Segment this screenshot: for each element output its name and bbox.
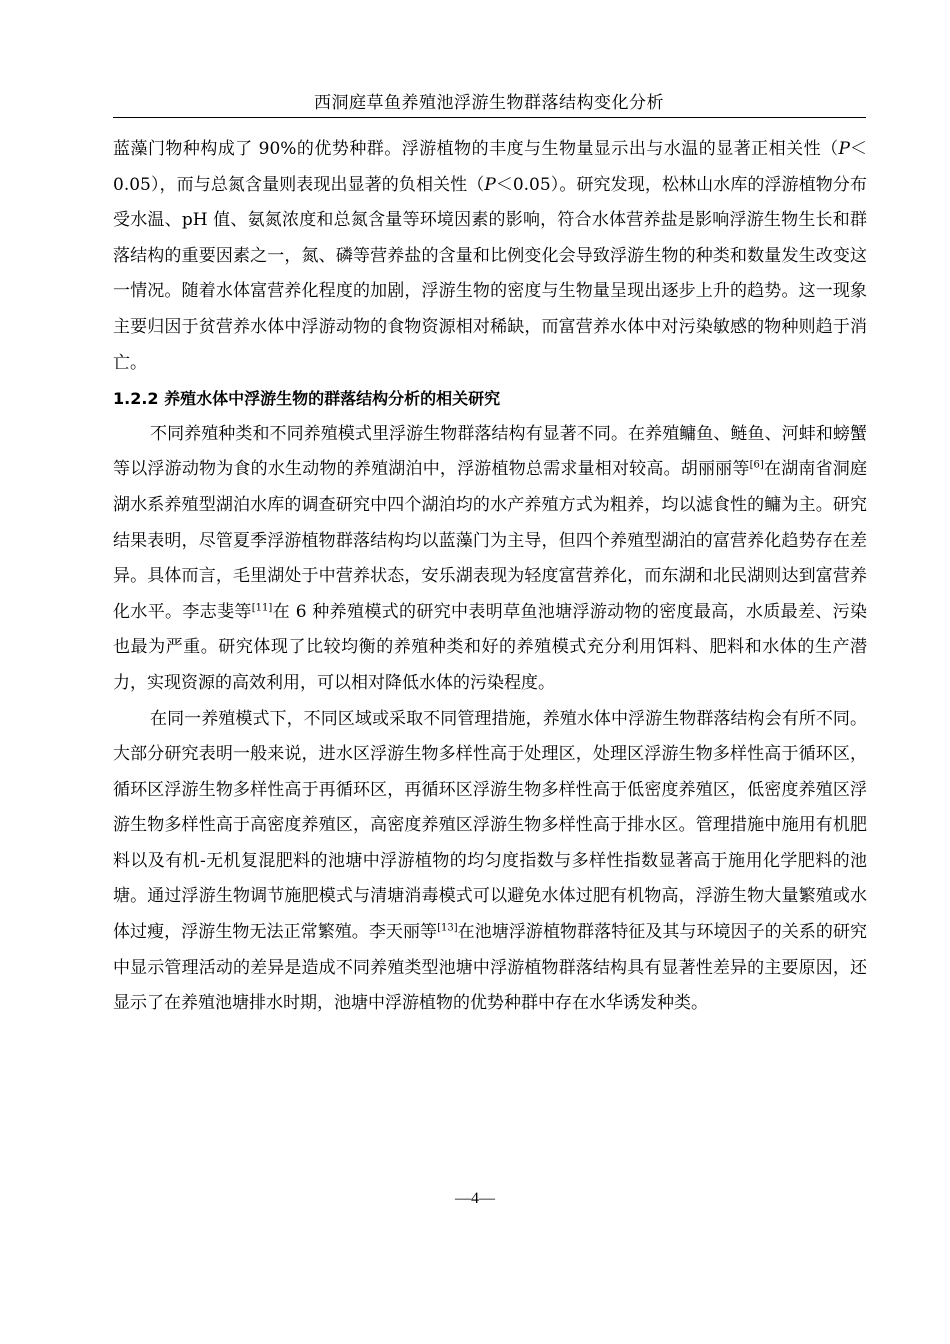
page-number: —4— (455, 1190, 495, 1207)
p-symbol: P (484, 174, 496, 195)
running-header: 西洞庭草鱼养殖池浮游生物群落结构变化分析 (314, 93, 664, 113)
citation-ref: [11] (251, 602, 273, 614)
section-heading: 1.2.2 养殖水体中浮游生物的群落结构分析的相关研究 (113, 389, 501, 409)
header-rule (113, 117, 866, 118)
citation-ref: [6] (749, 459, 764, 471)
p-symbol: P (838, 139, 850, 159)
citation-ref: [13] (437, 922, 458, 934)
paragraph-continuation: 蓝藻门物种构成了 90%的优势种群。浮游植物的丰度与生物量显示出与水温的显著正相关性（P＜0.05），而与总氮含量则表现出显著的负相关性（P＜0.05）。研究发现，松林山水库的浮游植物分布受水温、pH 值、氨氮浓度和总氮含量等环境因素的影响，符合水体营养盐是影响浮游生物生长和群落结构的重要因素之一，氮、磷等营养盐的含量和比例变化会导致浮游生物的种类和数量发生改变这一情况。随着水体富营养化程度的加剧，浮游生物的密度与生物量呈现出逐步上升的趋势。这一现象主要归因于贫营养水体中浮游动物的食物资源相对稀缺，而富营养水体中对污染敏感的物种则趋于消亡。 (113, 139, 867, 373)
page-body (113, 132, 867, 1022)
paragraph-culture-zones: 在同一养殖模式下，不同区域或采取不同管理措施，养殖水体中浮游生物群落结构会有所不同。大部分研究表明一般来说，进水区浮游生物多样性高于处理区，处理区浮游生物多样性高于循环区，循环区浮游生物多样性高于再循环区，再循环区浮游生物多样性高于低密度养殖区，低密度养殖区浮游生物多样性高于高密度养殖区，高密度养殖区浮游生物多样性高于排水区。管理措施中施用有机肥料以及有机-无机复混肥料的池塘中浮游植物的均匀度指数与多样性指数显著高于施用化学肥料的池塘。通过浮游生物调节施肥模式与清塘消毒模式可以避免水体过肥有机物高，浮游生物大量繁殖或水体过瘦，浮游生物无法正常繁殖。李天丽等[13]在池塘浮游植物群落特征及其与环境因子的关系的研究中显示管理活动的差异是造成不同养殖类型池塘中浮游植物群落结构具有显著性差异的主要原因，还显示了在养殖池塘排水时期，池塘中浮游植物的优势种群中存在水华诱发种类。 (113, 708, 868, 1014)
paragraph-culture-species: 不同养殖种类和不同养殖模式里浮游生物群落结构有显著不同。在养殖鳙鱼、鲢鱼、河蚌和螃蟹等以浮游动物为食的水生动物的养殖湖泊中，浮游植物总需求量相对较高。胡丽丽等[6]在湖南省洞庭湖水系养殖型湖泊水库的调查研究中四个湖泊均的水产养殖方式为粗养，均以滤食性的鳙为主。研究结果表明，尽管夏季浮游植物群落结构均以蓝藻门为主导，但四个养殖型湖泊的富营养化趋势存在差异。具体而言，毛里湖处于中营养状态，安乐湖表现为轻度富营养化，而东湖和北民湖则达到富营养化水平。李志斐等[11]在 6 种养殖模式的研究中表明草鱼池塘浮游动物的密度最高，水质最差、污染也最为严重。研究体现了比较均衡的养殖种类和好的养殖模式充分利用饵料、肥料和水体的生产潜力，实现资源的高效利用，可以相对降低水体的污染程度。 (113, 423, 868, 693)
